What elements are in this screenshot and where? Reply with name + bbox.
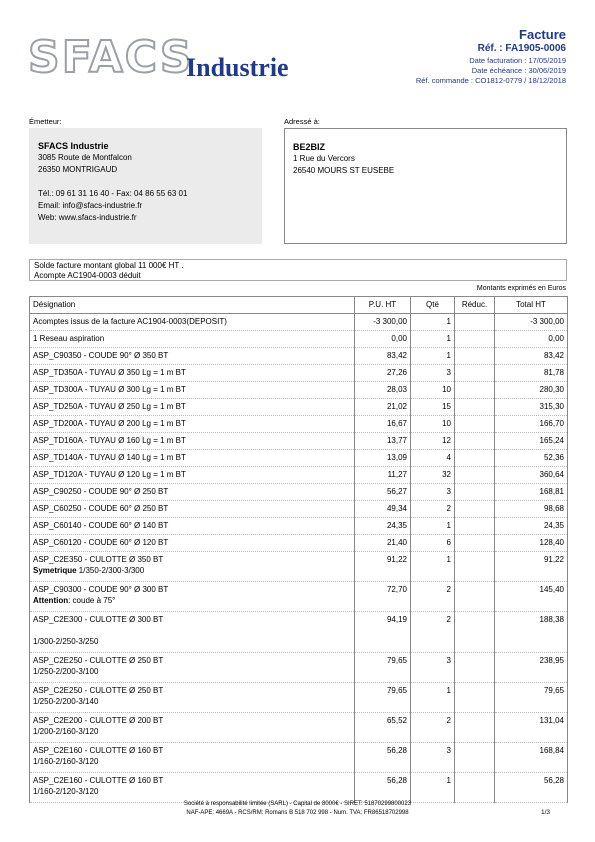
- line-quantity: 3: [411, 484, 455, 501]
- line-total: 79,65: [495, 683, 568, 713]
- line-designation: [30, 450, 355, 467]
- line-unit-price: 72,70: [355, 582, 411, 612]
- line-designation: [30, 382, 355, 399]
- line-discount: [455, 653, 495, 683]
- line-total: 360,64: [495, 467, 568, 484]
- line-designation: [30, 552, 355, 582]
- line-discount: [455, 399, 495, 416]
- line-designation: [30, 399, 355, 416]
- designation-text: 1 Reseau aspiration: [33, 334, 105, 343]
- line-quantity: 10: [411, 382, 455, 399]
- detail-emphasis: Symetrique: [33, 566, 77, 575]
- line-designation: [30, 653, 355, 683]
- designation-text: ASP_C60120 - COUDE 60° Ø 120 BT: [33, 538, 169, 547]
- detail-text: 1/200-2/160-3/120: [33, 727, 99, 736]
- table-row: [30, 450, 568, 467]
- line-quantity: 1: [411, 773, 455, 803]
- line-discount: [455, 467, 495, 484]
- header-discount: Réduc.: [455, 297, 495, 314]
- designation-text: ASP_C2E250 - CULOTTE Ø 250 BT: [33, 656, 164, 665]
- line-discount: [455, 582, 495, 612]
- table-row: [30, 382, 568, 399]
- designation-detail: [33, 666, 351, 677]
- designation-text: ASP_C2E300 - CULOTTE Ø 300 BT: [33, 615, 164, 624]
- detail-text: : coude à 75°: [68, 596, 116, 605]
- line-unit-price: -3 300,00: [355, 314, 411, 331]
- table-row: [30, 535, 568, 552]
- line-total: 52,36: [495, 450, 568, 467]
- line-designation: [30, 743, 355, 773]
- emitter-email: Email: info@sfacs-industrie.fr: [38, 201, 143, 210]
- line-total: 91,22: [495, 552, 568, 582]
- line-quantity: 2: [411, 582, 455, 612]
- designation-text: ASP_C2E160 - CULOTTE Ø 160 BT: [33, 746, 164, 755]
- line-unit-price: 65,52: [355, 713, 411, 743]
- line-quantity: 2: [411, 612, 455, 653]
- line-discount: [455, 501, 495, 518]
- table-row: [30, 713, 568, 743]
- designation-text: ASP_C2E250 - CULOTTE Ø 250 BT: [33, 686, 164, 695]
- table-header-row: [30, 297, 568, 314]
- line-unit-price: 56,28: [355, 773, 411, 803]
- line-quantity: 3: [411, 653, 455, 683]
- line-unit-price: 11,27: [355, 467, 411, 484]
- table-row: [30, 314, 568, 331]
- line-discount: [455, 416, 495, 433]
- line-quantity: 3: [411, 365, 455, 382]
- emitter-web: Web: www.sfacs-industrie.fr: [38, 213, 137, 222]
- recipient-label: Adressé à:: [284, 117, 320, 126]
- line-quantity: 1: [411, 331, 455, 348]
- currency-note: Montants exprimés en Euros: [476, 285, 566, 292]
- designation-detail: [33, 696, 351, 707]
- designation-text: ASP_TD140A - TUYAU Ø 140 Lg = 1 m BT: [33, 453, 186, 462]
- table-row: [30, 552, 568, 582]
- line-designation: [30, 535, 355, 552]
- line-designation: [30, 612, 355, 653]
- designation-detail: [33, 786, 351, 797]
- emitter-phone: Tél.: 09 61 31 16 40 - Fax: 04 86 55 63 01: [38, 189, 188, 198]
- line-quantity: 1: [411, 552, 455, 582]
- detail-text: 1/350-2/300-3/300: [76, 566, 145, 575]
- line-designation: [30, 416, 355, 433]
- designation-text: ASP_TD350A - TUYAU Ø 350 Lg = 1 m BT: [33, 368, 186, 377]
- line-unit-price: 21,40: [355, 535, 411, 552]
- line-designation: [30, 582, 355, 612]
- designation-text: ASP_C2E200 - CULOTTE Ø 200 BT: [33, 716, 164, 725]
- designation-detail: [33, 726, 351, 737]
- recipient-address2: 26540 MOURS ST EUSEBE: [293, 166, 395, 175]
- line-designation: [30, 314, 355, 331]
- line-unit-price: 49,34: [355, 501, 411, 518]
- line-discount: [455, 683, 495, 713]
- line-total: 145,40: [495, 582, 568, 612]
- line-discount: [455, 552, 495, 582]
- table-row: [30, 416, 568, 433]
- line-discount: [455, 535, 495, 552]
- line-designation: [30, 365, 355, 382]
- emitter-name: SFACS Industrie: [38, 141, 109, 151]
- line-unit-price: 94,19: [355, 612, 411, 653]
- table-row: [30, 582, 568, 612]
- table-row: [30, 743, 568, 773]
- designation-text: ASP_C60140 - COUDE 60° Ø 140 BT: [33, 521, 169, 530]
- note-line1: Solde facture montant global 11 000€ HT .: [34, 261, 184, 270]
- invoice-date: Date facturation : 17/05/2019: [469, 56, 566, 65]
- line-total: 128,40: [495, 535, 568, 552]
- line-quantity: 15: [411, 399, 455, 416]
- table-row: [30, 653, 568, 683]
- line-total: -3 300,00: [495, 314, 568, 331]
- line-designation: [30, 518, 355, 535]
- line-designation: [30, 773, 355, 803]
- table-row: [30, 518, 568, 535]
- footer-line2: NAF-APE: 4669A - RCS/RM: Romans B 518 702 998 - Num. TVA: FR86518702998: [186, 810, 409, 816]
- company-logo: [28, 34, 328, 90]
- line-unit-price: 56,28: [355, 743, 411, 773]
- line-designation: [30, 501, 355, 518]
- note-line2: Acompte AC1904-0003 déduit: [34, 271, 141, 280]
- line-designation: [30, 348, 355, 365]
- line-total: 165,24: [495, 433, 568, 450]
- table-row: [30, 683, 568, 713]
- recipient-box: [284, 128, 567, 244]
- line-unit-price: 91,22: [355, 552, 411, 582]
- emitter-address1: 3085 Route de Montfalcon: [38, 153, 132, 162]
- emitter-label: Émetteur:: [29, 117, 62, 126]
- line-designation: [30, 683, 355, 713]
- line-quantity: 10: [411, 416, 455, 433]
- line-unit-price: 79,65: [355, 653, 411, 683]
- designation-text: ASP_C90350 - COUDE 90° Ø 350 BT: [33, 351, 169, 360]
- designation-text: ASP_C90250 - COUDE 90° Ø 250 BT: [33, 487, 169, 496]
- line-designation: [30, 467, 355, 484]
- invoice-header: [416, 28, 566, 86]
- designation-text: ASP_C90300 - COUDE 90° Ø 300 BT: [33, 585, 169, 594]
- line-total: 168,81: [495, 484, 568, 501]
- page-number: 1/3: [540, 809, 550, 816]
- line-quantity: 6: [411, 535, 455, 552]
- line-unit-price: 83,42: [355, 348, 411, 365]
- line-unit-price: 16,67: [355, 416, 411, 433]
- designation-detail: [33, 636, 351, 647]
- emitter-address2: 26350 MONTRIGAUD: [38, 165, 118, 174]
- line-unit-price: 24,35: [355, 518, 411, 535]
- line-total: 188,38: [495, 612, 568, 653]
- line-total: 98,68: [495, 501, 568, 518]
- designation-detail: [33, 565, 351, 576]
- line-total: 280,30: [495, 382, 568, 399]
- line-discount: [455, 743, 495, 773]
- line-quantity: 2: [411, 501, 455, 518]
- line-quantity: 1: [411, 348, 455, 365]
- detail-text: 1/160-2/120-3/120: [33, 787, 99, 796]
- detail-text: 1/300-2/250-3/250: [33, 637, 99, 646]
- header-designation: Désignation: [30, 297, 355, 314]
- line-quantity: 32: [411, 467, 455, 484]
- line-designation: [30, 484, 355, 501]
- line-quantity: 12: [411, 433, 455, 450]
- designation-text: ASP_TD300A - TUYAU Ø 300 Lg = 1 m BT: [33, 385, 186, 394]
- table-row: [30, 773, 568, 803]
- line-discount: [455, 713, 495, 743]
- header-total: Total HT: [495, 297, 568, 314]
- line-designation: [30, 713, 355, 743]
- line-total: 131,04: [495, 713, 568, 743]
- line-discount: [455, 518, 495, 535]
- header-quantity: Qté: [411, 297, 455, 314]
- detail-text: 1/250-2/200-3/140: [33, 697, 99, 706]
- line-unit-price: 13,77: [355, 433, 411, 450]
- table-row: [30, 501, 568, 518]
- line-unit-price: 27,26: [355, 365, 411, 382]
- table-row: [30, 365, 568, 382]
- invoice-lines-table: [29, 296, 568, 803]
- line-discount: [455, 773, 495, 803]
- designation-text: ASP_TD120A - TUYAU Ø 120 Lg = 1 m BT: [33, 470, 186, 479]
- footer-line1: Société à responsabilité limitée (SARL) - Capital de 8000€ - SIRET: 51870299800023: [183, 801, 412, 807]
- line-unit-price: 28,03: [355, 382, 411, 399]
- line-discount: [455, 612, 495, 653]
- line-discount: [455, 314, 495, 331]
- line-discount: [455, 484, 495, 501]
- line-designation: [30, 433, 355, 450]
- designation-text: ASP_TD250A - TUYAU Ø 250 Lg = 1 m BT: [33, 402, 186, 411]
- line-total: 24,35: [495, 518, 568, 535]
- designation-text: ASP_C2E350 - CULOTTE Ø 350 BT: [33, 555, 164, 564]
- designation-text: ASP_C60250 - COUDE 60° Ø 250 BT: [33, 504, 169, 513]
- due-date: Date échéance : 30/06/2019: [471, 66, 566, 75]
- table-row: [30, 433, 568, 450]
- invoice-reference: Réf. : FA1905-0006: [477, 43, 566, 54]
- line-quantity: 1: [411, 314, 455, 331]
- footer: [0, 800, 595, 818]
- header-unit-price: P.U. HT: [355, 297, 411, 314]
- line-total: 0,00: [495, 331, 568, 348]
- line-unit-price: 79,65: [355, 683, 411, 713]
- line-quantity: 2: [411, 713, 455, 743]
- line-designation: [30, 331, 355, 348]
- detail-text: 1/160-2/160-3/120: [33, 757, 99, 766]
- designation-detail: [33, 756, 351, 767]
- table-row: [30, 331, 568, 348]
- document-title: Facture: [519, 27, 566, 42]
- logo-word: SFACS: [28, 32, 194, 83]
- line-quantity: 4: [411, 450, 455, 467]
- line-quantity: 3: [411, 743, 455, 773]
- line-quantity: 1: [411, 683, 455, 713]
- line-unit-price: 21,02: [355, 399, 411, 416]
- table-row: [30, 348, 568, 365]
- line-discount: [455, 365, 495, 382]
- line-discount: [455, 331, 495, 348]
- line-total: 83,42: [495, 348, 568, 365]
- table-row: [30, 612, 568, 653]
- detail-emphasis: Attention: [33, 596, 69, 605]
- table-row: [30, 484, 568, 501]
- line-discount: [455, 450, 495, 467]
- designation-text: Acomptes issus de la facture AC1904-0003(DEPOSIT): [33, 317, 227, 326]
- emitter-box: [29, 128, 262, 244]
- logo-subtitle: Industrie: [186, 53, 289, 82]
- recipient-address1: 1 Rue du Vercors: [293, 154, 355, 163]
- line-total: 168,84: [495, 743, 568, 773]
- designation-text: ASP_C2E160 - CULOTTE Ø 160 BT: [33, 776, 164, 785]
- order-reference: Réf. commande : CO1812-0779 / 18/12/2018: [415, 76, 566, 85]
- line-total: 81,78: [495, 365, 568, 382]
- line-discount: [455, 433, 495, 450]
- line-discount: [455, 348, 495, 365]
- line-total: 56,28: [495, 773, 568, 803]
- line-unit-price: 56,27: [355, 484, 411, 501]
- line-quantity: 1: [411, 518, 455, 535]
- recipient-name: BE2BIZ: [293, 142, 326, 152]
- line-total: 238,95: [495, 653, 568, 683]
- note-box: [29, 259, 567, 281]
- designation-detail: [33, 595, 351, 606]
- detail-text: 1/250-2/200-3/100: [33, 667, 99, 676]
- designation-text: ASP_TD200A - TUYAU Ø 200 Lg = 1 m BT: [33, 419, 186, 428]
- line-unit-price: 13,09: [355, 450, 411, 467]
- designation-text: ASP_TD160A - TUYAU Ø 160 Lg = 1 m BT: [33, 436, 186, 445]
- line-total: 166,70: [495, 416, 568, 433]
- table-row: [30, 467, 568, 484]
- line-unit-price: 0,00: [355, 331, 411, 348]
- table-row: [30, 399, 568, 416]
- line-discount: [455, 382, 495, 399]
- line-total: 315,30: [495, 399, 568, 416]
